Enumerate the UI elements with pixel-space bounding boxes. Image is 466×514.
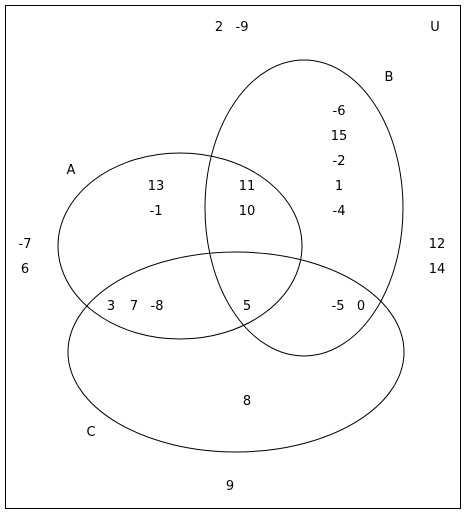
element-a-b-and-c: 5	[242, 299, 252, 314]
element-a-and-b: 10	[238, 204, 256, 219]
element-a-and-c: 7	[129, 299, 139, 314]
set-a-ellipse	[58, 153, 302, 339]
element-outside: 6	[20, 262, 30, 277]
element-a-only: 13	[147, 179, 165, 194]
set-c-label: C	[86, 425, 96, 440]
universal-set-label: U	[430, 20, 440, 35]
element-b-and-c: -5	[331, 299, 345, 314]
set-a-label: A	[66, 163, 76, 178]
element-b-only: 15	[330, 129, 348, 144]
set-b-label: B	[384, 70, 394, 85]
element-outside: 2	[214, 20, 224, 35]
element-b-only: 1	[334, 179, 344, 194]
element-b-only: -2	[332, 154, 346, 169]
element-outside: -9	[235, 20, 249, 35]
set-b-ellipse	[205, 60, 403, 356]
element-outside: 9	[225, 479, 235, 494]
element-outside: -7	[18, 237, 32, 252]
element-outside: 14	[428, 262, 446, 277]
element-outside: 12	[428, 237, 446, 252]
element-b-and-c: 0	[356, 299, 366, 314]
element-c-only: 8	[242, 394, 252, 409]
element-a-and-c: 3	[106, 299, 116, 314]
set-c-ellipse	[68, 252, 404, 452]
element-b-only: -4	[332, 204, 346, 219]
element-b-only: -6	[332, 104, 346, 119]
element-a-only: -1	[149, 204, 163, 219]
element-a-and-b: 11	[238, 179, 256, 194]
element-a-and-c: -8	[150, 299, 164, 314]
